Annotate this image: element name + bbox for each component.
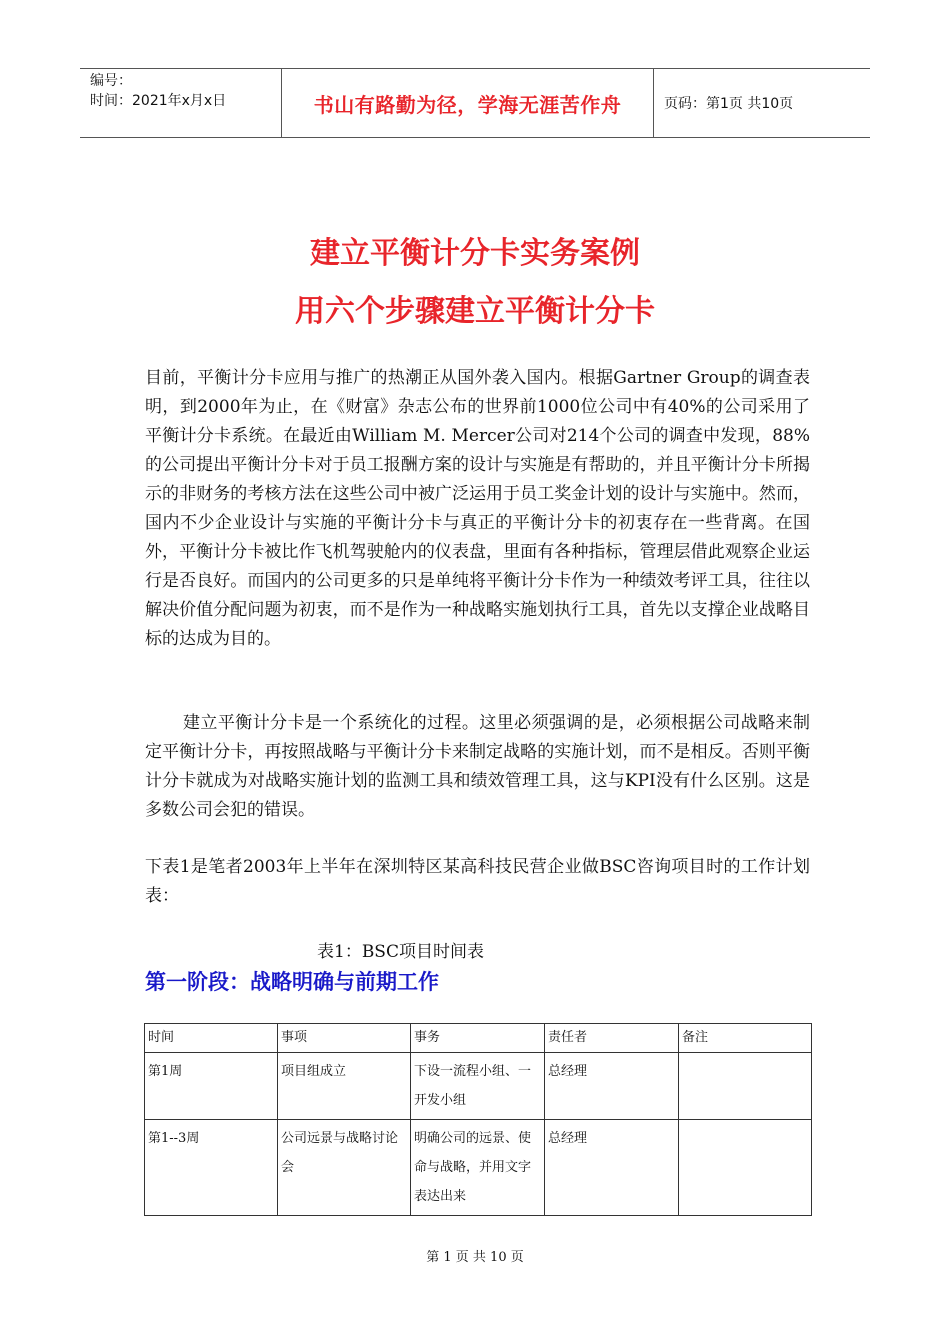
table-cell: 明确公司的远景、使命与战略，并用文字表达出来 (411, 1120, 545, 1216)
table-cell: 下设一流程小组、一开发小组 (411, 1053, 545, 1120)
table-header-cell: 备注 (679, 1024, 812, 1053)
table-cell: 公司远景与战略讨论会 (278, 1120, 411, 1216)
table-row (145, 1053, 812, 1120)
table-header-cell: 责任者 (545, 1024, 679, 1053)
table-cell (679, 1053, 812, 1120)
table-header-cell: 事项 (278, 1024, 411, 1053)
table-cell: 第1周 (145, 1053, 278, 1120)
table-caption: 表1：BSC项目时间表 (317, 942, 484, 962)
table-cell: 总经理 (545, 1053, 679, 1120)
schedule-table (144, 1023, 812, 1216)
document-header (80, 68, 870, 138)
document-subtitle: 用六个步骤建立平衡计分卡 (295, 294, 655, 329)
paragraph-table-intro: 下表1是笔者2003年上半年在深圳特区某高科技民营企业做BSC咨询项目时的工作计划表： (145, 857, 810, 906)
page-footer: 第 1 页 共 10 页 (426, 1250, 524, 1265)
table-header-cell: 时间 (145, 1024, 278, 1053)
paragraph-intro: 目前，平衡计分卡应用与推广的热潮正从国外袭入国内。根据Gartner Group的调查表明，到2000年为止，在《财富》杂志公布的世界前1000位公司中有40%的公司采用了平衡计分卡系统。在最近由William M. Mercer公司对214个公司的调查中发现，88%的公司提出平衡计分卡对于员工报酬方案的设计与实施是有帮助的，并且平衡计分卡所揭示的非财务的考核方法在这些公司中被广泛运用于员工奖金计划的设计与实施中。然而，国内不少企业设计与实施的平衡计分卡与真正的平衡计分卡的初衷存在一些背离。在国外，平衡计分卡被比作飞机驾驶舱内的仪表盘，里面有各种指标，管理层借此观察企业运行是否良好。而国内的公司更多的只是单纯将平衡计分卡作为一种绩效考评工具，往往以解决价值分配问题为初衷，而不是作为一种战略实施划执行工具，首先以支撑企业战略目标的达成为目的。 (145, 368, 810, 649)
document-title: 建立平衡计分卡实务案例 (310, 236, 640, 271)
table-row (145, 1120, 812, 1216)
number-label: 编号： (90, 73, 132, 89)
header-motto: 书山有路勤为径，学海无涯苦作舟 (281, 69, 654, 137)
table-cell: 总经理 (545, 1120, 679, 1216)
time-label: 时间：2021年x月x日 (90, 93, 227, 109)
table-cell (679, 1120, 812, 1216)
table-cell: 项目组成立 (278, 1053, 411, 1120)
header-meta (80, 69, 281, 137)
header-page-info: 页码：第1页 共10页 (664, 96, 794, 112)
table-cell: 第1--3周 (145, 1120, 278, 1216)
phase-title: 第一阶段：战略明确与前期工作 (145, 970, 439, 994)
paragraph-process: 建立平衡计分卡是一个系统化的过程。这里必须强调的是，必须根据公司战略来制定平衡计分卡，再按照战略与平衡计分卡来制定战略的实施计划，而不是相反。否则平衡计分卡就成为对战略实施计划的监测工具和绩效管理工具，这与KPI没有什么区别。这是多数公司会犯的错误。 (145, 713, 810, 820)
table-header-row (145, 1024, 812, 1053)
table-header-cell: 事务 (411, 1024, 545, 1053)
